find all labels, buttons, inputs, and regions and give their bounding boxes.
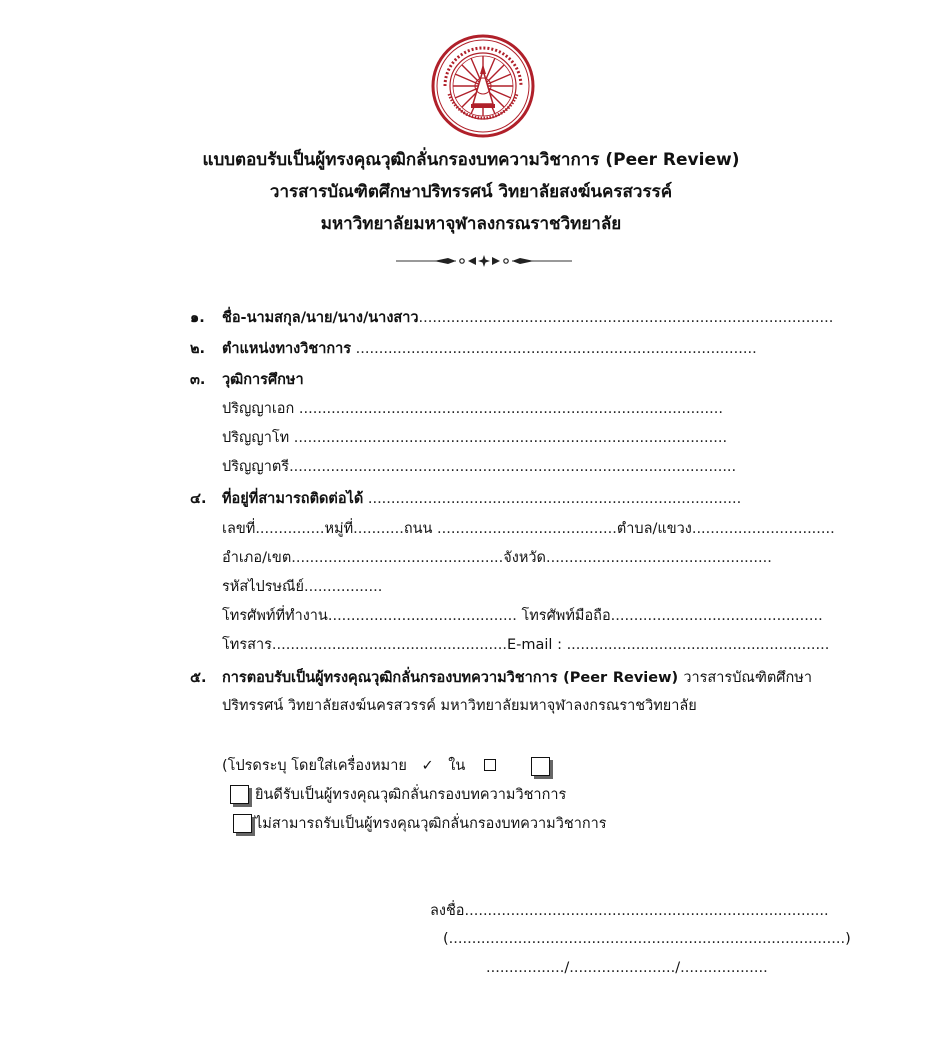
field-fax[interactable]: ................................................... [271,637,507,653]
close-paren: ) [845,931,851,947]
accept-checkbox[interactable] [230,785,249,804]
label-academic-position: ตำแหน่งทางวิชาการ [222,341,352,357]
label-contact-address: ที่อยู่ที่สามารถติดต่อได้ [222,491,364,507]
address-line-4 [222,606,823,626]
form-title: แบบตอบรับเป็นผู้ทรงคุณวุฒิกลั่นกรองบทความวิชาการ (Peer Review) [202,150,740,170]
field-road[interactable]: ....................................... [432,521,617,537]
instruction-text: (โปรดระบุ โดยใส่เครื่องหมาย [222,758,407,774]
label-postcode: รหัสไปรษณีย์ [222,579,304,595]
field-master[interactable]: ปริญญาโท .............................................................................................. [222,430,728,446]
field-email[interactable]: ......................................................... [561,637,830,653]
date-month[interactable]: ....................... [569,960,676,976]
field-postcode[interactable]: ................. [304,579,383,595]
university-seal-logo [431,34,535,138]
instruction-line [222,756,496,776]
label-email: E-mail : [507,637,562,653]
label-house-no: เลขที่ [222,521,256,537]
item-number-5: ๕. [190,670,207,686]
field-house-no[interactable]: ............... [255,521,325,537]
item-number-1: ๑. [190,310,205,326]
item-number-4: ๔. [190,491,207,507]
label-mobile: โทรศัพท์มือถือ [521,608,611,624]
field-phd[interactable]: ปริญญาเอก ............................................................................................ [222,401,723,417]
label-province: จังหวัด [503,550,546,566]
address-line-3 [222,577,382,597]
option-decline-label: ไม่สามารถรับเป็นผู้ทรงคุณวุฒิกลั่นกรองบทความวิชาการ [255,816,607,832]
label-bachelor: ปริญญาตรี [222,459,290,475]
date-year[interactable]: ................... [680,960,768,976]
field-province[interactable]: ................................................. [545,550,772,566]
date-separator-1: / [564,960,570,976]
label-education: วุฒิการศึกษา [222,372,304,388]
address-line-2 [222,548,772,568]
in-word: ใน [448,758,466,774]
date-separator-2: / [675,960,681,976]
label-road: ถนน [403,521,433,537]
label-peer-review-acceptance: การตอบรับเป็นผู้ทรงคุณวุฒิกลั่นกรองบทความวิชาการ (Peer Review) [222,670,679,686]
check-mark-icon: ✓ [421,758,434,774]
decline-checkbox[interactable] [233,814,252,833]
field-district[interactable]: .............................................. [291,550,504,566]
field-contact-address[interactable]: ที่อยู่ที่สามารถติดต่อได้ ................................................................................. [222,491,742,507]
date-field[interactable] [486,958,768,978]
item-number-3: ๓. [190,372,206,388]
label-subdistrict: ตำบล/แขวง [616,521,692,537]
journal-name: วารสารบัณฑิตศึกษาปริทรรศน์ วิทยาลัยสงฆ์นครสวรรค์ [269,182,673,202]
field-academic-position[interactable]: ตำแหน่งทางวิชาการ ....................................................................................... [222,341,757,357]
label-fax: โทรสาร [222,637,272,653]
field-mobile[interactable]: .............................................. [610,608,823,624]
field-fullname[interactable]: ชื่อ-นามสกุล/นาย/นาง/นางสาว.......................................................................................... [222,310,834,326]
item-number-2: ๒. [190,341,206,357]
sample-checkbox-shadow-icon [531,757,550,776]
option-accept-label: ยินดีรับเป็นผู้ทรงคุณวุฒิกลั่นกรองบทความวิชาการ [255,787,567,803]
label-moo: หมู่ที่ [324,521,354,537]
label-master: ปริญญาโท [222,430,290,446]
field-moo[interactable]: ........... [353,521,404,537]
ornament-divider [396,254,572,268]
label-fullname: ชื่อ-นามสกุล/นาย/นาง/นางสาว [222,310,419,326]
journal-affiliation-text: วารสารบัณฑิตศึกษาปริทรรศน์ วิทยาลัยสงฆ์นครสวรรค์ มหาวิทยาลัยมหาจุฬาลงกรณราชวิทยาลัย [222,670,812,714]
label-work-phone: โทรศัพท์ที่ทำงาน [222,608,328,624]
form-title-block [0,144,942,240]
address-line-1 [222,519,835,539]
label-phd: ปริญญาเอก [222,401,295,417]
field-subdistrict[interactable]: ............................... [691,521,835,537]
sample-checkbox-icon [484,759,496,771]
peer-review-acceptance-paragraph [222,664,812,720]
address-line-5 [222,635,829,655]
printed-name-field[interactable]: (......................................................................................) [443,931,851,947]
signature-field[interactable]: ลงชื่อ............................................................................... [430,903,829,919]
field-work-phone[interactable]: ......................................... [327,608,517,624]
label-district: อำเภอ/เขต [222,550,292,566]
label-signature: ลงชื่อ [430,903,465,919]
field-bachelor[interactable]: ปริญญาตรี................................................................................................. [222,459,737,475]
open-paren: ( [443,931,449,947]
date-day[interactable]: ................. [486,960,565,976]
university-name: มหาวิทยาลัยมหาจุฬาลงกรณราชวิทยาลัย [320,214,622,234]
